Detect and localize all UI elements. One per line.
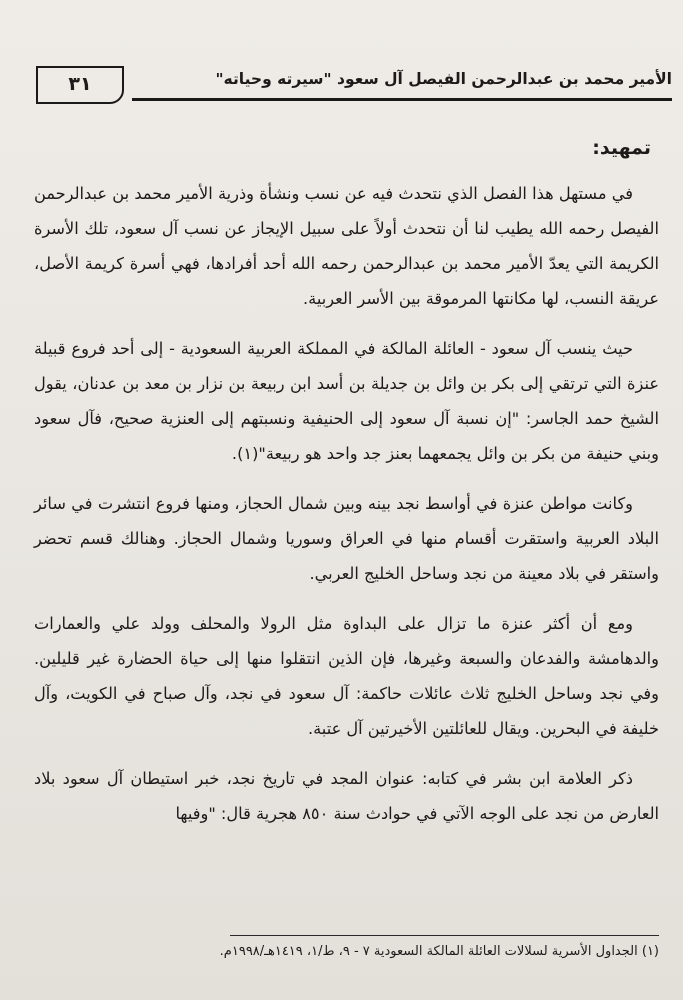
page-header [36,64,672,116]
header-rule [132,98,672,101]
page-number: ٣١ [68,73,92,95]
running-title: الأمير محمد بن عبدالرحمن الفيصل آل سعود "سيرته وحياته" [215,70,672,88]
paragraph: في مستهل هذا الفصل الذي نتحدث فيه عن نسب ونشأة وذرية الأمير محمد بن عبدالرحمن الفيصل رحمه الله يطيب لنا أن نتحدث أولاً على سبيل الإيجاز عن نسب آل سعود، تلك الأسرة الكريمة التي يعدّ الأمير محمد بن عبدالرحمن رحمه الله أحد أفرادها، فهي أسرة كريمة الأصل، عريقة النسب، لها مكانتها المرموقة بين الأسر العربية. [34,184,659,308]
paragraph: وكانت مواطن عنزة في أواسط نجد بينه وبين شمال الحجاز، ومنها فروع انتشرت في سائر البلاد العربية واستقرت أقسام منها في العراق وسوريا وشمال الحجاز. وهنالك قسم تحضر واستقر في بلاد معينة من نجد وساحل الخليج العربي. [34,494,659,583]
paragraph: ذكر العلامة ابن بشر في كتابه: عنوان المجد في تاريخ نجد، خبر استيطان آل سعود بلاد العارض من نجد على الوجه الآتي في حوادث سنة ٨٥٠ هجرية قال: "وفيها [34,769,659,823]
page-number-box [36,66,124,104]
paragraph: ومع أن أكثر عنزة ما تزال على البداوة مثل الرولا والمحلف وولد علي والعمارات والدهامشة والفدعان والسبعة وغيرها، فإن الذين انتقلوا منها إلى حياة الحضارة غير قليلين. وفي نجد وساحل الخليج ثلاث عائلات حاكمة: آل سعود في نجد، وآل صباح في الكويت، وآل خليفة في البحرين. ويقال للعائلتين الأخيرتين آل عتبة. [34,614,659,738]
footnote: (١) الجداول الأسرية لسلالات العائلة المالكة السعودية ٧ - ٩، ط/١، ١٤١٩هـ/١٩٩٨م. [219,944,659,959]
paragraph: حيث ينسب آل سعود - العائلة المالكة في المملكة العربية السعودية - إلى أحد فروع قبيلة عنزة التي ترتقي إلى بكر بن وائل بن جديلة بن أسد ابن ربيعة بن نزار بن معد بن عدنان، يقول الشيخ حمد الجاسر: "إن نسبة آل سعود إلى الحنيفية ونسبتهم إلى العنزية صحيح، فآل سعود وبني حنيفة من بكر بن وائل يجمعهما بعنز جد واحد هو ربيعة"(١). [34,339,659,463]
body-text [34,128,659,846]
footnote-divider [230,935,659,936]
section-heading: تمهيد: [592,137,651,159]
